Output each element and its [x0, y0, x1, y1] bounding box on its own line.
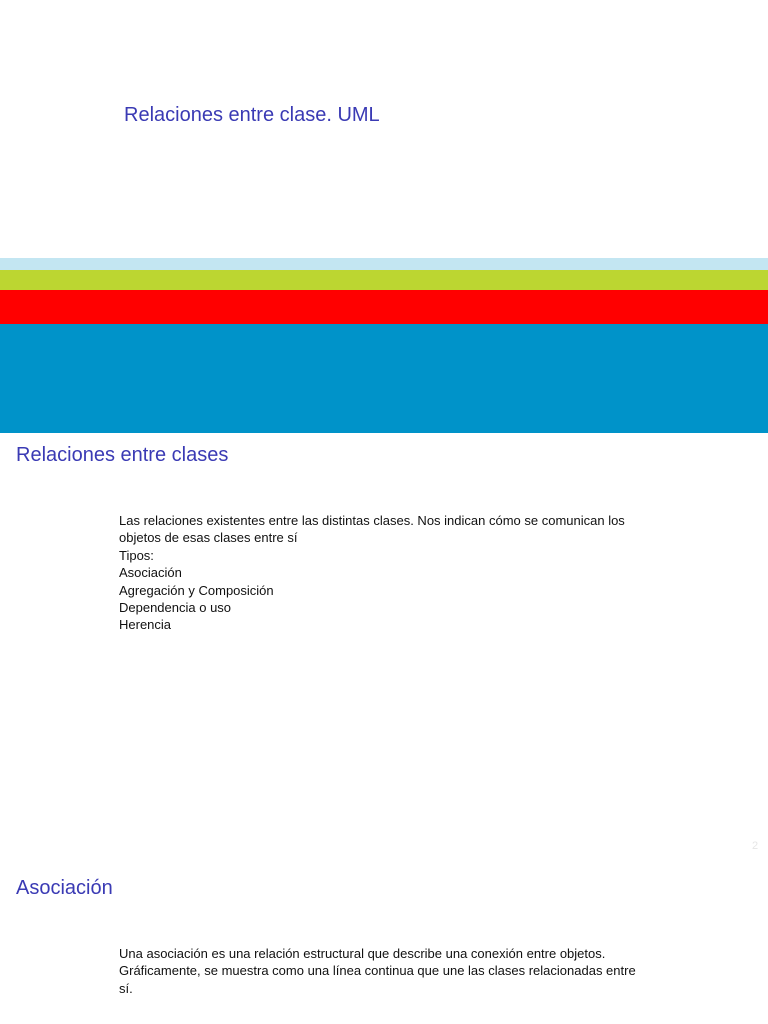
paragraph-line: Una asociación es una relación estructural que describe una conexión entre objetos.: [119, 946, 606, 961]
paragraph-line: Gráficamente, se muestra como una línea continua que une las clases relacionadas entre: [119, 963, 636, 979]
section-title-asociacion: Asociación: [16, 877, 113, 899]
type-item-dependencia: Dependencia o uso: [119, 600, 232, 616]
paragraph-line: objetos de esas clases entre sí: [119, 530, 298, 546]
asociacion-body: [119, 945, 644, 997]
light-blue-stripe: [0, 258, 768, 270]
page-number: 2: [752, 840, 759, 852]
blue-band: [0, 324, 768, 433]
paragraph-line: sí.: [119, 980, 133, 996]
type-item-agregacion: Agregación y Composición: [119, 582, 274, 598]
tipos-label: Tipos:: [119, 547, 154, 563]
type-item-herencia: Herencia: [119, 617, 172, 633]
type-item-asociacion: Asociación: [119, 565, 182, 581]
paragraph-line: Las relaciones existentes entre las distintas clases. Nos indican cómo se comunican los: [119, 513, 625, 528]
slide-title: Relaciones entre clase. UML: [124, 104, 380, 126]
red-stripe: [0, 290, 768, 324]
lime-stripe: [0, 270, 768, 290]
relaciones-body: [119, 512, 644, 634]
section-title-relaciones: Relaciones entre clases: [16, 444, 229, 466]
